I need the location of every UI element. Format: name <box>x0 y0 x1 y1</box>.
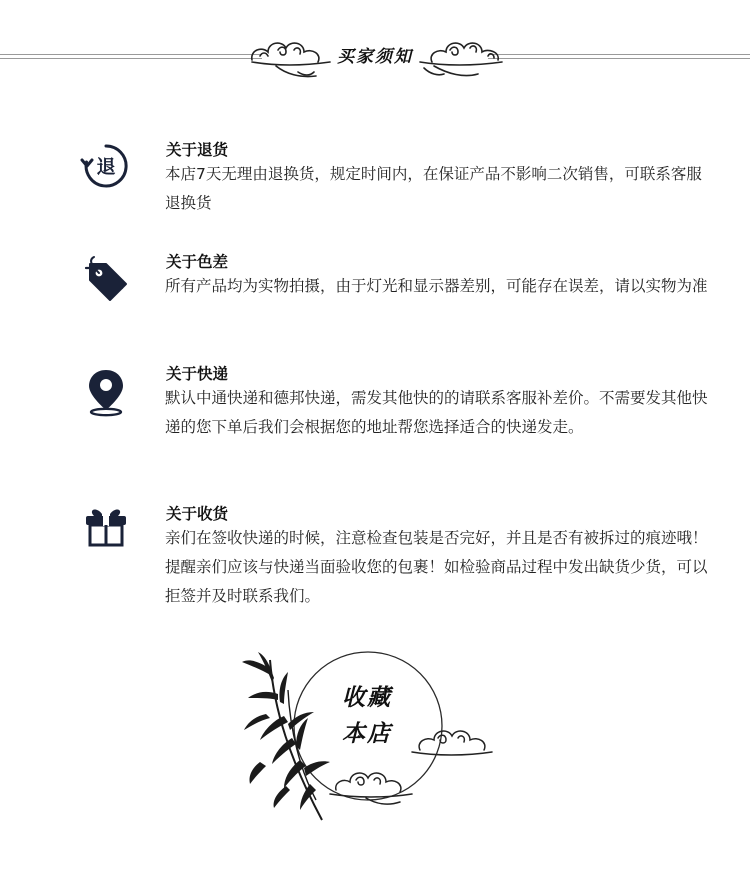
header-rule-right <box>488 54 750 55</box>
header-rule-left-2 <box>0 58 262 59</box>
return-icon <box>80 140 132 192</box>
notice-body: 默认中通快递和德邦快递，需发其他快的的请联系客服补差价。不需要发其他快递的您下单后我们会根据您的地址帮您选择适合的快递发走。 <box>165 389 708 436</box>
notice-title: 关于快递 <box>166 365 229 383</box>
cloud-ornament-icon <box>326 760 416 810</box>
page-header <box>0 26 750 90</box>
bookmark-store-seal <box>230 650 490 830</box>
notice-title: 关于收货 <box>166 505 229 523</box>
notice-body: 亲们在签收快递的时候，注意检查包装是否完好，并且是否有被拆过的痕迹哦！提醒亲们应该与快递当面验收您的包裹！如检验商品过程中发出缺货少货，可以拒签并及时联系我们。 <box>165 529 708 605</box>
svg-text:退: 退 <box>96 156 116 178</box>
price-tag-icon <box>80 254 132 306</box>
header-rule-left <box>0 54 262 55</box>
header-rule-right-2 <box>488 58 750 59</box>
seal-line-2: 本店 <box>342 720 392 747</box>
notice-body: 所有产品均为实物拍摄，由于灯光和显示器差别，可能存在误差，请以实物为准 <box>165 277 708 295</box>
cloud-ornament-icon <box>246 26 336 86</box>
gift-box-icon <box>80 502 132 554</box>
notice-title: 关于退货 <box>166 141 229 159</box>
seal-line-1: 收藏 <box>342 684 392 711</box>
cloud-ornament-icon <box>406 720 496 770</box>
notice-title: 关于色差 <box>166 253 229 271</box>
location-pin-icon <box>80 366 132 418</box>
seal-text <box>332 680 402 752</box>
notice-body: 本店7天无理由退换货，规定时间内，在保证产品不影响二次销售，可联系客服退换货 <box>165 165 702 212</box>
header-title: 买家须知 <box>337 47 413 67</box>
cloud-ornament-icon <box>414 26 504 86</box>
